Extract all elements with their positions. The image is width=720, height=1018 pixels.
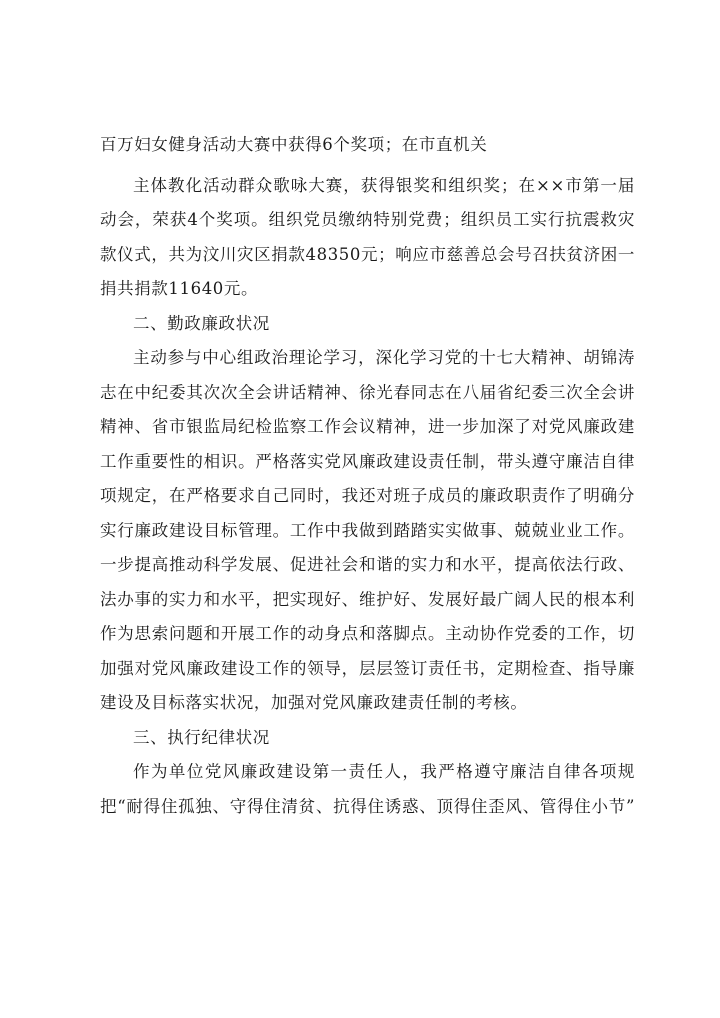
body-line-20: 把“耐得住孤独、守得住清贫、抗得住诱惑、顶得住歪风、管得住小节” — [100, 796, 635, 816]
section-heading-3: 三、执行纪律状况 — [133, 727, 270, 747]
body-line-13: 一步提高推动科学发展、促进社会和谐的实力和水平，提高依法行政、 — [100, 555, 635, 574]
body-line-17: 建设及目标落实状况，加强对党风廉政建责任制的考核。 — [100, 693, 528, 712]
body-line-7: 主动参与中心组政治理论学习，深化学习党的十七大精神、胡锦涛 — [133, 348, 635, 367]
body-line-10: 工作重要性的相识。严格落实党风廉政建设责任制，带头遵守廉洁自律 — [100, 451, 635, 471]
body-line-12: 实行廉政建设目标管理。工作中我做到踏踏实实做事、兢兢业业工作。 — [100, 520, 635, 540]
document-body — [100, 128, 635, 824]
body-line-16: 加强对党风廉政建设工作的领导，层层签订责任书，定期检查、指导廉 — [100, 658, 635, 678]
body-line-3: 动会，荣获4个奖项。组织党员缴纳特别党费；组织员工实行抗震救灾 — [100, 210, 635, 229]
body-line-9: 精神、省市银监局纪检监察工作会议精神，进一步加深了对党风廉政建 — [100, 417, 635, 436]
body-line-14: 法办事的实力和水平，把实现好、维护好、发展好最广阔人民的根本利 — [100, 589, 635, 609]
section-heading-2: 二、勤政廉政状况 — [133, 313, 270, 333]
body-line-8: 志在中纪委其次次全会讲话精神、徐光春同志在八届省纪委三次全会讲 — [100, 382, 635, 402]
body-line-1: 百万妇女健身活动大赛中获得6个奖项；在市直机关 — [100, 135, 488, 154]
body-line-11: 项规定，在严格要求自己同时，我还对班子成员的廉政职责作了明确分 — [100, 486, 635, 505]
body-line-19: 作为单位党风廉政建设第一责任人，我严格遵守廉洁自律各项规 — [133, 762, 635, 781]
body-line-15: 作为思索问题和开展工作的动身点和落脚点。主动协作党委的工作，切 — [100, 624, 635, 643]
body-line-4: 款仪式，共为汶川灾区捐款48350元；响应市慈善总会号召扶贫济困一 — [100, 244, 635, 264]
body-line-5: 捐共捐款11640元。 — [100, 279, 259, 298]
body-line-2: 主体教化活动群众歌咏大赛，获得银奖和组织奖；在××市第一届 — [133, 175, 635, 195]
